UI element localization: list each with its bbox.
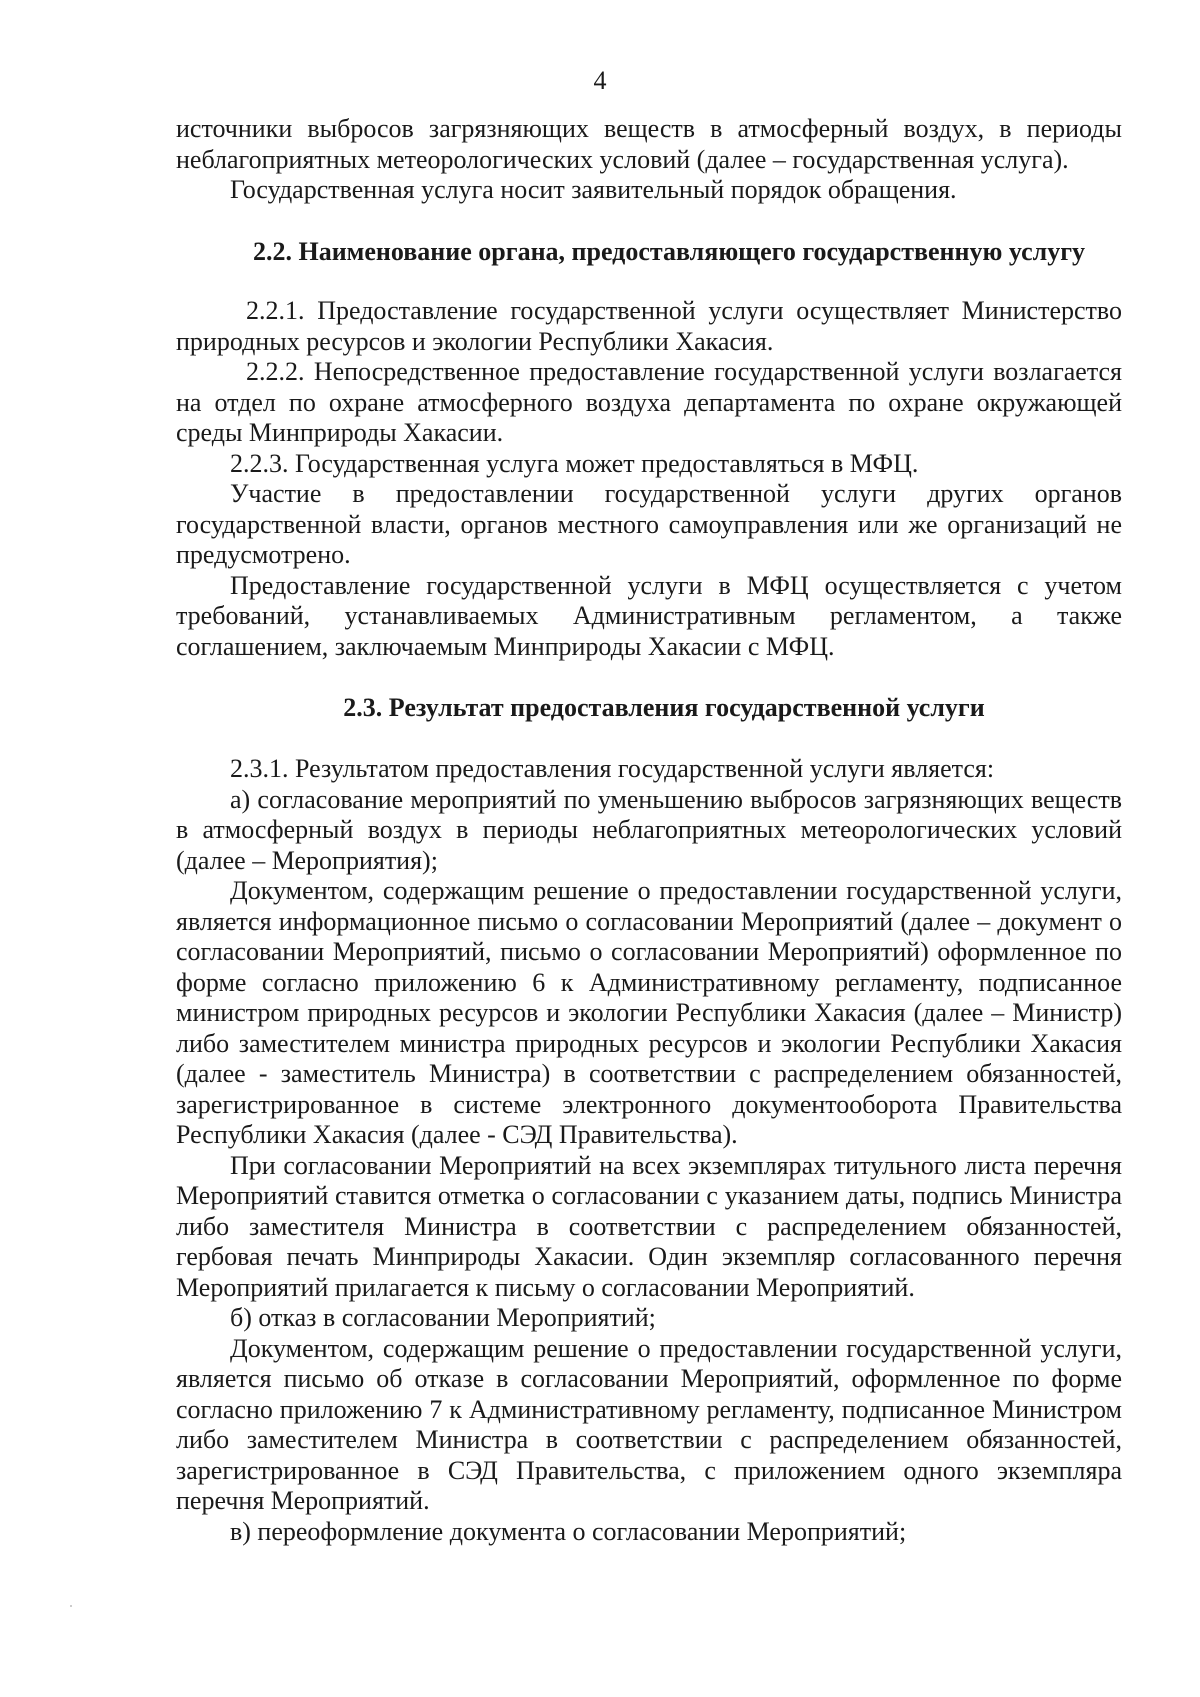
section-2-2-body	[176, 296, 1122, 662]
paragraph: Документом, содержащим решение о предоставлении государственной услуги, является информационное письмо о согласовании Мероприятий (далее – документ о согласовании Мероприятий, письмо о согласовании Мероприятий) оформленное по форме согласно приложению 6 к Административному регламенту, подписанное министром природных ресурсов и экологии Республики Хакасия (далее – Министр) либо заместителем министра природных ресурсов и экологии Республики Хакасия (далее - заместитель Министра) в соответствии с распределением обязанностей, зарегистрированное в системе электронного документооборота Правительства Республики Хакасия (далее - СЭД Правительства).	[176, 876, 1122, 1149]
page-number: 4	[593, 66, 607, 95]
paragraph: 2.2.3. Государственная услуга может предоставляться в МФЦ.	[230, 448, 919, 478]
paragraph: 2.3.1. Результатом предоставления государственной услуги является:	[230, 754, 995, 783]
paragraph: б) отказ в согласовании Мероприятий;	[230, 1303, 656, 1332]
paragraph: Государственная услуга носит заявительный порядок обращения.	[230, 175, 957, 204]
section-2-3-body	[176, 754, 1122, 1547]
intro-block	[176, 114, 1122, 206]
scan-speck	[70, 1605, 72, 1607]
paragraph: Предоставление государственной услуги в МФЦ осуществляется с учетом требований, устанавливаемых Административным регламентом, а также соглашением, заключаемым Минприроды Хакасии с МФЦ.	[176, 570, 1122, 661]
section-2-2-heading: 2.2. Наименование органа, предоставляющего государственную услугу	[252, 237, 1086, 266]
paragraph: а) согласование мероприятий по уменьшению выбросов загрязняющих веществ в атмосферный воздух в периоды неблагоприятных метеорологических условий (далее – Мероприятия);	[176, 784, 1122, 875]
paragraph: Документом, содержащим решение о предоставлении государственной услуги, является письмо об отказе в согласовании Мероприятий, оформленное по форме согласно приложению 7 к Административному регламенту, подписанное Министром либо заместителем Министра в соответствии с распределением обязанностей, зарегистрированное в СЭД Правительства, с приложением одного экземпляра перечня Мероприятий.	[176, 1333, 1122, 1515]
paragraph: При согласовании Мероприятий на всех экземплярах титульного листа перечня Мероприятий ставится отметка о согласовании с указанием даты, подпись Министра либо заместителя Министра в соответствии с распределением обязанностей, гербовая печать Минприроды Хакасии. Один экземпляр согласованного перечня Мероприятий прилагается к письму о согласовании Мероприятий.	[176, 1150, 1122, 1302]
section-2-3-heading: 2.3. Результат предоставления государственной услуги	[343, 693, 985, 722]
paragraph: Участие в предоставлении государственной услуги других органов государственной власти, органов местного самоуправления или же организаций не предусмотрено.	[176, 479, 1122, 569]
paragraph: в) переоформление документа о согласовании Мероприятий;	[230, 1516, 907, 1546]
paragraph: источники выбросов загрязняющих веществ в атмосферный воздух, в периоды неблагоприятных метеорологических условий (далее – государственная услуга).	[176, 114, 1122, 174]
paragraph: 2.2.1. Предоставление государственной услуги осуществляет Министерство природных ресурсов и экологии Республики Хакасия.	[176, 296, 1122, 356]
paragraph: 2.2.2. Непосредственное предоставление государственной услуги возлагается на отдел по охране атмосферного воздуха департамента по охране окружающей среды Минприроды Хакасии.	[176, 357, 1122, 447]
section-heading	[176, 237, 1122, 267]
section-heading	[176, 693, 1122, 723]
